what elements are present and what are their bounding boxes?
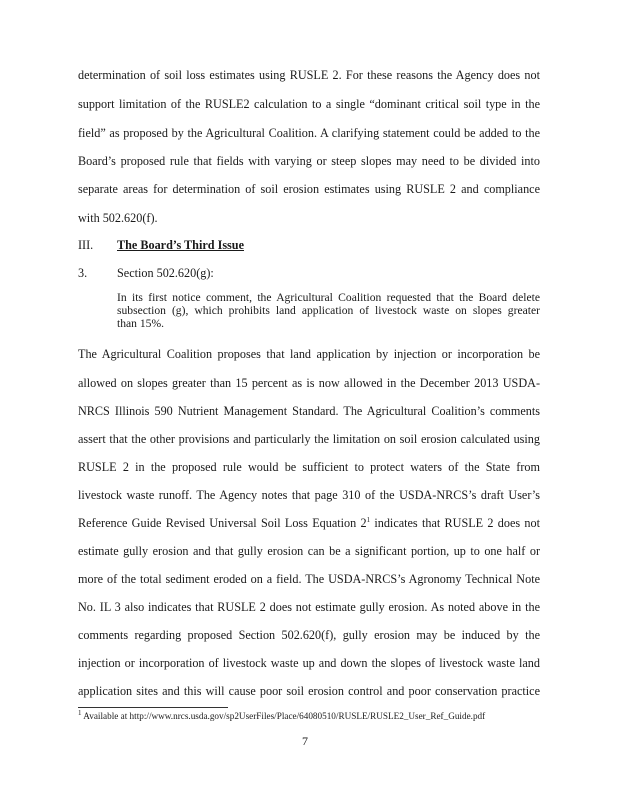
paragraph-line: livestock waste runoff. The Agency notes that page 310 of the USDA-NRCS’s draft User’s bbox=[78, 488, 540, 502]
section-number: III. bbox=[78, 238, 94, 252]
paragraph-line: estimate gully erosion and that gully erosion can be a significant portion, up to one half or bbox=[78, 544, 540, 558]
footnote-marker: 1 bbox=[78, 708, 82, 717]
footnote-text: Available at http://www.nrcs.usda.gov/sp2UserFiles/Place/64080510/RUSLE/RUSLE2_User_Ref_Guide.pdf bbox=[81, 711, 486, 721]
footnote-separator bbox=[78, 707, 228, 708]
paragraph-line: application sites and this will cause poor soil erosion control and poor conservation practice bbox=[78, 684, 540, 698]
paragraph-line: NRCS Illinois 590 Nutrient Management Standard. The Agricultural Coalition’s comments bbox=[78, 404, 540, 418]
paragraph-line: field” as proposed by the Agricultural Coalition. A clarifying statement could be added to the bbox=[78, 126, 540, 140]
paragraph-line: The Agricultural Coalition proposes that land application by injection or incorporation be bbox=[78, 347, 540, 361]
paragraph-line: with 502.620(f). bbox=[78, 211, 158, 225]
paragraph-line: comments regarding proposed Section 502.620(f), gully erosion may be induced by the bbox=[78, 628, 540, 642]
paragraph-line: RUSLE 2 in the proposed rule would be sufficient to protect waters of the State from bbox=[78, 460, 540, 474]
paragraph-line: assert that the other provisions and particularly the limitation on soil erosion calculated using bbox=[78, 432, 540, 446]
paragraph-line: injection or incorporation of livestock waste up and down the slopes of livestock waste land bbox=[78, 656, 540, 670]
footnote-reference: 1 bbox=[366, 515, 371, 524]
paragraph-line: more of the total sediment eroded on a field. The USDA-NRCS’s Agronomy Technical Note bbox=[78, 572, 540, 586]
paragraph-line: Board’s proposed rule that fields with varying or steep slopes may need to be divided into bbox=[78, 154, 540, 168]
section-heading: The Board’s Third Issue bbox=[117, 238, 244, 252]
paragraph-line: separate areas for determination of soil erosion estimates using RUSLE 2 and compliance bbox=[78, 182, 540, 196]
page-number: 7 bbox=[302, 734, 308, 748]
quote-line: than 15%. bbox=[117, 317, 165, 330]
paragraph-line-with-footnote bbox=[78, 516, 540, 530]
item-label: Section 502.620(g): bbox=[117, 266, 214, 280]
paragraph-line: allowed on slopes greater than 15 percent as is now allowed in the December 2013 USDA- bbox=[78, 376, 540, 390]
quote-line: subsection (g), which prohibits land application of livestock waste on slopes greater bbox=[117, 304, 540, 317]
line-text: Reference Guide Revised Universal Soil Loss Equation 2 bbox=[78, 516, 367, 530]
item-number: 3. bbox=[78, 266, 88, 280]
line-text: indicates that RUSLE 2 does not bbox=[370, 516, 540, 530]
paragraph-line: No. IL 3 also indicates that RUSLE 2 does not estimate gully erosion. As noted above in the bbox=[78, 600, 540, 614]
quote-line: In its first notice comment, the Agricultural Coalition requested that the Board delete bbox=[117, 291, 540, 304]
paragraph-line: support limitation of the RUSLE2 calculation to a single “dominant critical soil type in the bbox=[78, 97, 540, 111]
footnote bbox=[78, 708, 558, 722]
paragraph-line: determination of soil loss estimates using RUSLE 2. For these reasons the Agency does not bbox=[78, 68, 540, 82]
